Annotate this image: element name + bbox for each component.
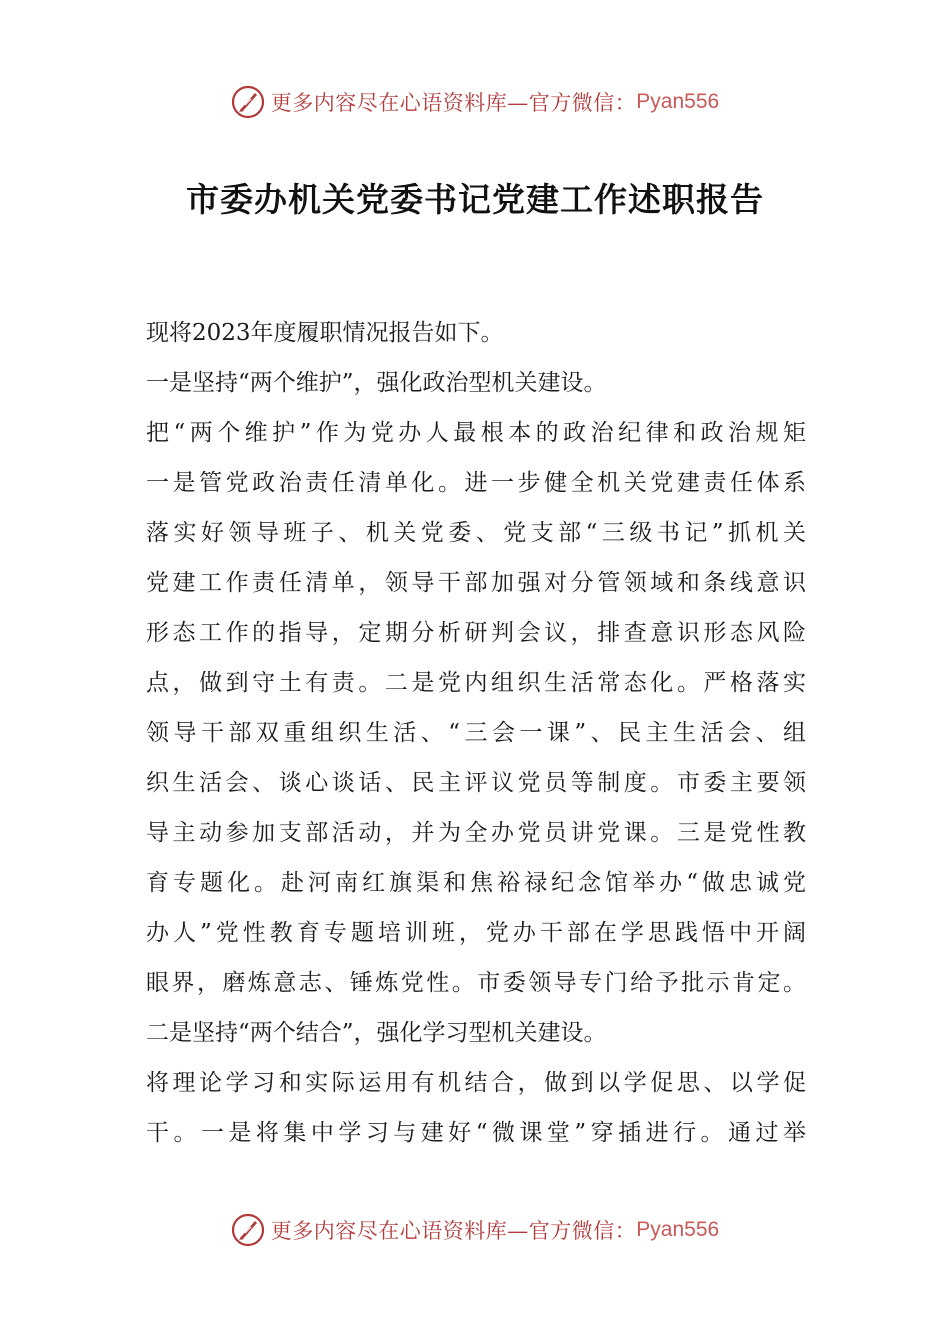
body-line: 领导干部双重组织生活、“三会一课”、民主生活会、组 <box>146 720 806 746</box>
body-line: 一是坚持“两个维护”，强化政治型机关建设。 <box>146 370 607 396</box>
body-line: 二是坚持“两个结合”，强化学习型机关建设。 <box>146 1020 607 1046</box>
quill-logo-icon <box>231 1213 265 1247</box>
document-title: 市委办机关党委书记党建工作述职报告 <box>186 180 764 219</box>
body-line: 育专题化。赴河南红旗渠和焦裕禄纪念馆举办“做忠诚党 <box>146 870 806 896</box>
body-line: 导主动参加支部活动，并为全办党员讲党课。三是党性教 <box>146 820 806 846</box>
body-line: 干。一是将集中学习与建好“微课堂”穿插进行。通过举 <box>146 1120 806 1146</box>
footer-banner-handle: Pyan556 <box>636 1218 720 1241</box>
body-line: 办人”党性教育专题培训班，党办干部在学思践悟中开阔 <box>146 920 806 946</box>
header-banner-handle: Pyan556 <box>636 90 720 113</box>
footer-banner-text: 更多内容尽在心语资料库—官方微信： <box>270 1219 637 1243</box>
body-line: 现将2023年度履职情况报告如下。 <box>146 320 504 346</box>
header-banner-text: 更多内容尽在心语资料库—官方微信： <box>270 91 637 115</box>
document-body <box>146 308 806 1158</box>
footer-banner <box>0 1210 950 1250</box>
body-line: 一是管党政治责任清单化。进一步健全机关党建责任体系 <box>146 470 806 496</box>
body-line: 眼界，磨炼意志、锤炼党性。市委领导专门给予批示肯定。 <box>146 970 806 996</box>
header-banner <box>0 82 950 122</box>
body-line: 党建工作责任清单，领导干部加强对分管领域和条线意识 <box>146 570 806 596</box>
body-line: 织生活会、谈心谈话、民主评议党员等制度。市委主要领 <box>146 770 806 796</box>
body-line: 将理论学习和实际运用有机结合，做到以学促思、以学促 <box>146 1070 806 1096</box>
quill-logo-icon <box>231 85 265 119</box>
body-line: 点，做到守土有责。二是党内组织生活常态化。严格落实 <box>146 670 806 696</box>
body-line: 形态工作的指导，定期分析研判会议，排查意识形态风险 <box>146 620 806 646</box>
body-line: 落实好领导班子、机关党委、党支部“三级书记”抓机关 <box>146 520 806 546</box>
body-line: 把“两个维护”作为党办人最根本的政治纪律和政治规矩 <box>146 420 806 446</box>
